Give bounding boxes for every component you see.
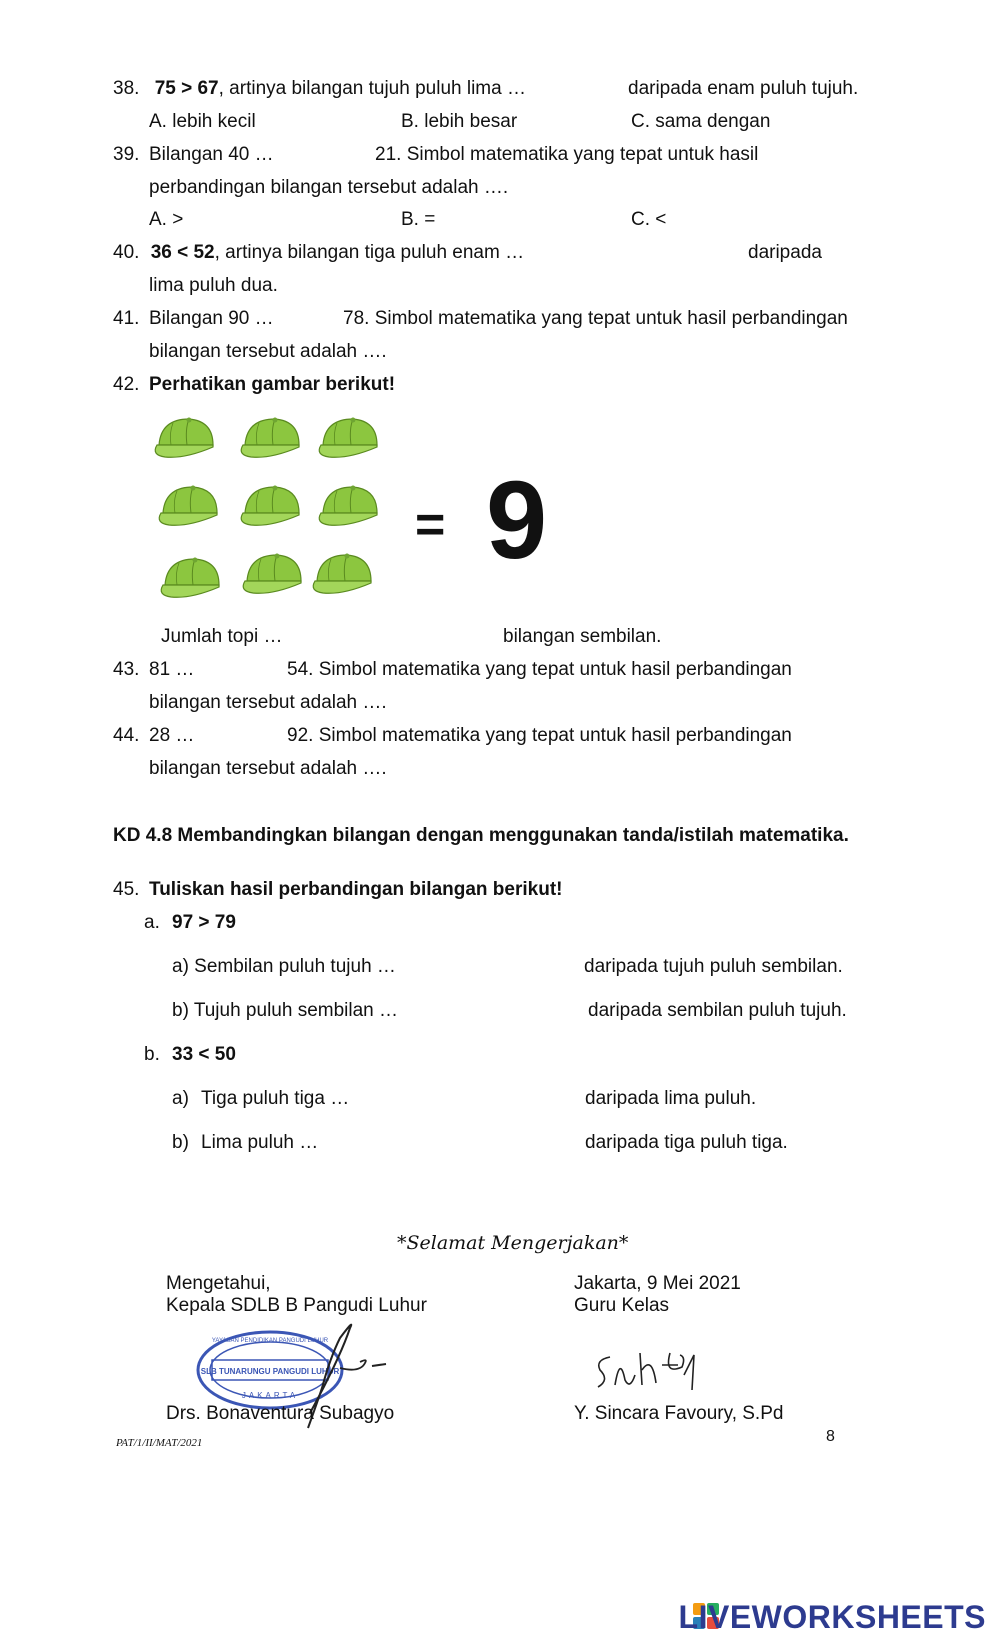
q38-line1 — [113, 78, 526, 100]
q40-text-part3: lima puluh dua. — [149, 275, 278, 296]
q45a-expression: 97 > 79 — [172, 912, 236, 933]
q38-expression: 75 > 67 — [154, 78, 219, 99]
q45b2-text-left: Lima puluh … — [201, 1132, 319, 1153]
q43-answer-input[interactable] — [200, 658, 289, 686]
footer-code: PAT/1/II/MAT/2021 — [116, 1437, 203, 1449]
q39-option-a[interactable]: A. > — [149, 209, 184, 230]
q40-number: 40. — [113, 242, 140, 263]
q45a1-text-right: daripada tujuh puluh sembilan. — [584, 956, 843, 977]
closing-greeting: *Selamat Mengerjakan* — [397, 1232, 629, 1254]
q45b1-text-right: daripada lima puluh. — [585, 1088, 757, 1109]
kd-heading: KD 4.8 Membandingkan bilangan dengan menggunakan tanda/istilah matematika. — [113, 825, 849, 846]
stamp-bottom-text: JAKARTA — [241, 1391, 299, 1400]
q39-option-c[interactable]: C. < — [631, 209, 667, 230]
q45a-label: a. — [144, 912, 160, 933]
cap-icon — [319, 418, 377, 458]
q42-number: 42. — [113, 374, 140, 395]
cap-icon — [155, 418, 213, 458]
q45a2-text-left: b) Tujuh puluh sembilan … — [172, 1000, 399, 1021]
q45b-label: b. — [144, 1044, 160, 1065]
left-sign-line1: Mengetahui, — [166, 1273, 271, 1294]
cap-icon — [241, 418, 299, 458]
liveworksheets-brand[interactable]: LIVEWORKSHEETS — [678, 1599, 986, 1635]
left-sign-name: Drs. Bonaventura Subagyo — [166, 1403, 395, 1424]
q43-text-part2: 54. Simbol matematika yang tepat untuk hasil perbandingan — [287, 659, 792, 680]
q38-number: 38. — [113, 78, 140, 99]
q45b2-marker: b) — [172, 1132, 189, 1153]
q45b1-marker: a) — [172, 1088, 189, 1109]
q41-text-part1: Bilangan 90 … — [149, 308, 274, 329]
right-sign-name: Y. Sincara Favoury, S.Pd — [574, 1403, 784, 1424]
q42-number-value: 9 — [486, 459, 548, 582]
caps-image — [153, 415, 403, 615]
q45b1-answer-input[interactable] — [360, 1087, 584, 1115]
q39-number: 39. — [113, 144, 140, 165]
left-sign-line2: Kepala SDLB B Pangudi Luhur — [166, 1295, 427, 1316]
cap-icon — [241, 486, 299, 526]
q38-text-part2: daripada enam puluh tujuh. — [628, 78, 859, 99]
q40-text-part2: daripada — [748, 242, 822, 263]
q39-option-b[interactable]: B. = — [401, 209, 436, 230]
q40-answer-input[interactable] — [535, 241, 729, 269]
q45b-expression: 33 < 50 — [172, 1044, 236, 1065]
q38-text-part1: , artinya bilangan tujuh puluh lima … — [218, 78, 526, 99]
teacher-signature — [590, 1345, 710, 1405]
q42-answer-input[interactable] — [292, 625, 496, 653]
q41-text-part3: bilangan tersebut adalah …. — [149, 341, 387, 362]
q41-answer-input[interactable] — [282, 307, 346, 335]
right-sign-date: Jakarta, 9 Mei 2021 — [574, 1273, 741, 1294]
q45a2-text-right: daripada sembilan puluh tujuh. — [588, 1000, 847, 1021]
q40-text-part1: , artinya bilangan tiga puluh enam … — [214, 242, 525, 263]
q43-text-part3: bilangan tersebut adalah …. — [149, 692, 387, 713]
q43-number: 43. — [113, 659, 140, 680]
q38-answer-input[interactable] — [530, 77, 614, 105]
cap-icon — [313, 554, 371, 594]
q45a1-text-left: a) Sembilan puluh tujuh … — [172, 956, 396, 977]
q38-option-a[interactable]: A. lebih kecil — [149, 111, 256, 132]
cap-icon — [319, 486, 377, 526]
q38-option-c[interactable]: C. sama dengan — [631, 111, 771, 132]
q39-answer-input[interactable] — [285, 143, 369, 171]
page-number: 8 — [826, 1428, 835, 1445]
q45a2-answer-input[interactable] — [404, 999, 583, 1027]
q41-text-part2: 78. Simbol matematika yang tepat untuk hasil perbandingan — [343, 308, 848, 329]
q43-text-part1: 81 … — [149, 659, 195, 680]
q45-heading: Tuliskan hasil perbandingan bilangan berikut! — [149, 879, 563, 900]
q39-text-part2: 21. Simbol matematika yang tepat untuk hasil — [375, 144, 759, 165]
q39-text-part1: Bilangan 40 … — [149, 144, 274, 165]
q40-line1 — [113, 242, 524, 264]
cap-icon — [243, 554, 301, 594]
q39-text-part3: perbandingan bilangan tersebut adalah …. — [149, 177, 509, 198]
q44-number: 44. — [113, 725, 140, 746]
q44-text-part1: 28 … — [149, 725, 195, 746]
q44-text-part2: 92. Simbol matematika yang tepat untuk hasil perbandingan — [287, 725, 792, 746]
q38-option-b[interactable]: B. lebih besar — [401, 111, 518, 132]
q44-answer-input[interactable] — [200, 724, 289, 752]
q45b1-text-left: Tiga puluh tiga … — [201, 1088, 350, 1109]
q40-expression: 36 < 52 — [150, 242, 215, 263]
q45a1-answer-input[interactable] — [402, 955, 581, 983]
stamp-ring-text: YAYASAN PENDIDIKAN PANGUDI LUHUR — [211, 1338, 329, 1344]
stamp-center-text: SLB TUNARUNGU PANGUDI LUHUR — [200, 1367, 340, 1376]
q45b2-answer-input[interactable] — [330, 1131, 584, 1159]
q42-heading: Perhatikan gambar berikut! — [149, 374, 396, 395]
right-sign-role: Guru Kelas — [574, 1295, 670, 1316]
q41-number: 41. — [113, 308, 140, 329]
q45b2-text-right: daripada tiga puluh tiga. — [585, 1132, 788, 1153]
cap-icon — [161, 558, 219, 598]
q45-number: 45. — [113, 879, 140, 900]
q42-text-part1: Jumlah topi … — [161, 626, 283, 647]
q42-equals-sign: = — [415, 496, 446, 554]
q42-text-part2: bilangan sembilan. — [503, 626, 662, 647]
q44-text-part3: bilangan tersebut adalah …. — [149, 758, 387, 779]
cap-icon — [159, 486, 217, 526]
